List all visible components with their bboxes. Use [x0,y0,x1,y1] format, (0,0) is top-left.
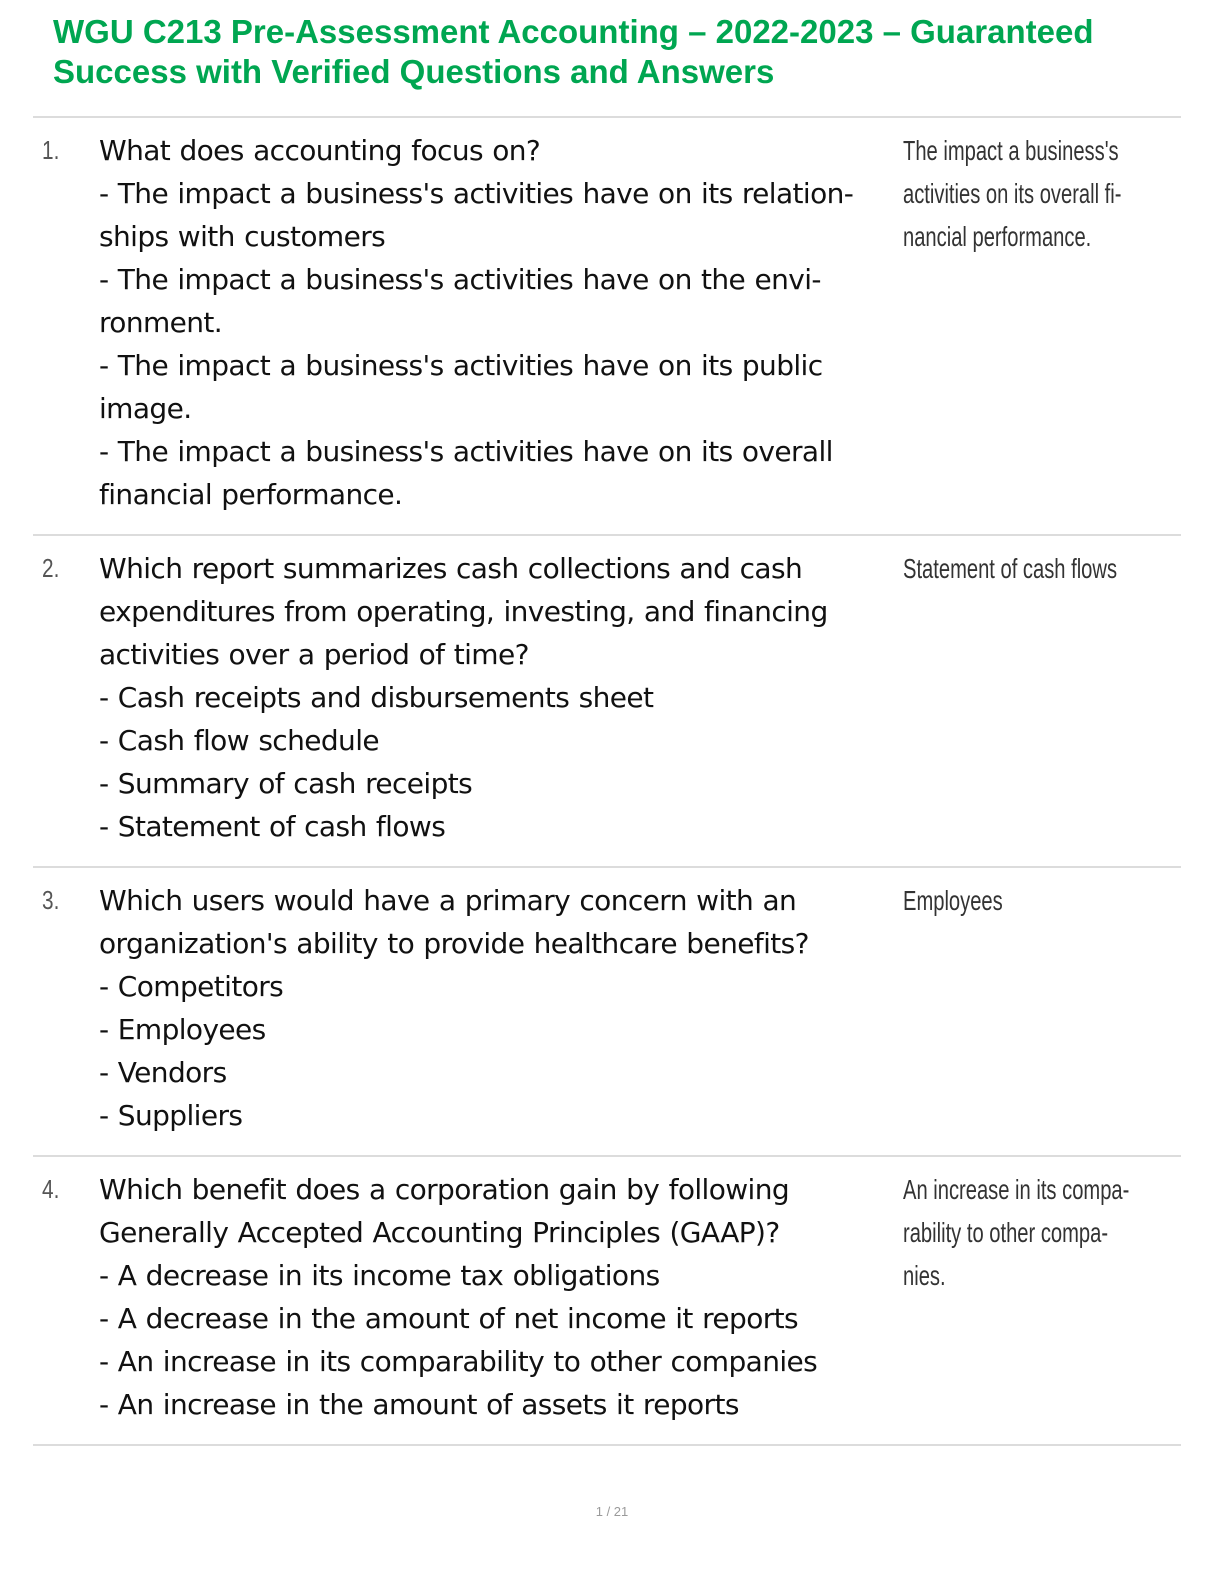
question-line: - A decrease in the amount of net income it reports [99,1302,799,1335]
question-text [99,879,899,1137]
answer-text [903,1168,1191,1297]
page-number: 1 / 21 [595,1504,629,1519]
question-line: - Vendors [99,1056,227,1089]
question-line: financial performance. [99,478,403,511]
answer-line: Statement of cash flows [903,553,1118,584]
answer-line: nancial performance. [903,221,1092,252]
question-number: 1. [42,135,60,165]
question-line: - A decrease in its income tax obligations [99,1259,660,1292]
question-line: What does accounting focus on? [99,134,541,167]
question-line: - The impact a business's activities have on its overall [99,435,833,468]
question-line: - The impact a business's activities have on its relation- [99,177,854,210]
divider [33,1444,1181,1446]
question-line: expenditures from operating, investing, and financing [99,595,828,628]
question-line: - Suppliers [99,1099,243,1132]
answer-line: activities on its overall fi- [903,178,1122,209]
question-number: 3. [42,885,60,915]
question-line: - Competitors [99,970,284,1003]
question-line: - Statement of cash flows [99,810,446,843]
question-line: organization's ability to provide healthcare benefits? [99,927,809,960]
answer-line: The impact a business's [903,135,1119,166]
document-title-line-1: WGU C213 Pre-Assessment Accounting – 2022-2023 – Guaranteed [53,13,1094,50]
question-text [99,1168,899,1426]
answer-text [903,129,1191,258]
question-number: 2. [42,553,60,583]
question-line: - The impact a business's activities have on its public [99,349,823,382]
question-line: - Employees [99,1013,266,1046]
divider [33,116,1181,118]
answer-line: nies. [903,1260,946,1291]
question-line: - Summary of cash receipts [99,767,473,800]
answer-text [903,547,1191,590]
question-text [99,547,899,848]
question-line: - Cash flow schedule [99,724,379,757]
document-title-line-2: Success with Verified Questions and Answers [53,53,775,90]
question-line: image. [99,392,192,425]
question-line: ronment. [99,306,223,339]
question-text [99,129,899,516]
answer-line: An increase in its compa- [903,1174,1130,1205]
question-line: - An increase in the amount of assets it reports [99,1388,739,1421]
question-line: Which benefit does a corporation gain by following [99,1173,790,1206]
divider [33,534,1181,536]
answer-line: Employees [903,885,1003,916]
question-number: 4. [42,1174,60,1204]
document-title [53,12,1203,92]
answer-text [903,879,1191,922]
question-line: activities over a period of time? [99,638,529,671]
question-line: - Cash receipts and disbursements sheet [99,681,654,714]
question-line: ships with customers [99,220,386,253]
divider [33,1155,1181,1157]
question-line: - The impact a business's activities have on the envi- [99,263,821,296]
question-line: Which users would have a primary concern with an [99,884,797,917]
question-line: Generally Accepted Accounting Principles (GAAP)? [99,1216,780,1249]
question-line: - An increase in its comparability to other companies [99,1345,818,1378]
question-line: Which report summarizes cash collections and cash [99,552,803,585]
answer-line: rability to other compa- [903,1217,1109,1248]
divider [33,866,1181,868]
